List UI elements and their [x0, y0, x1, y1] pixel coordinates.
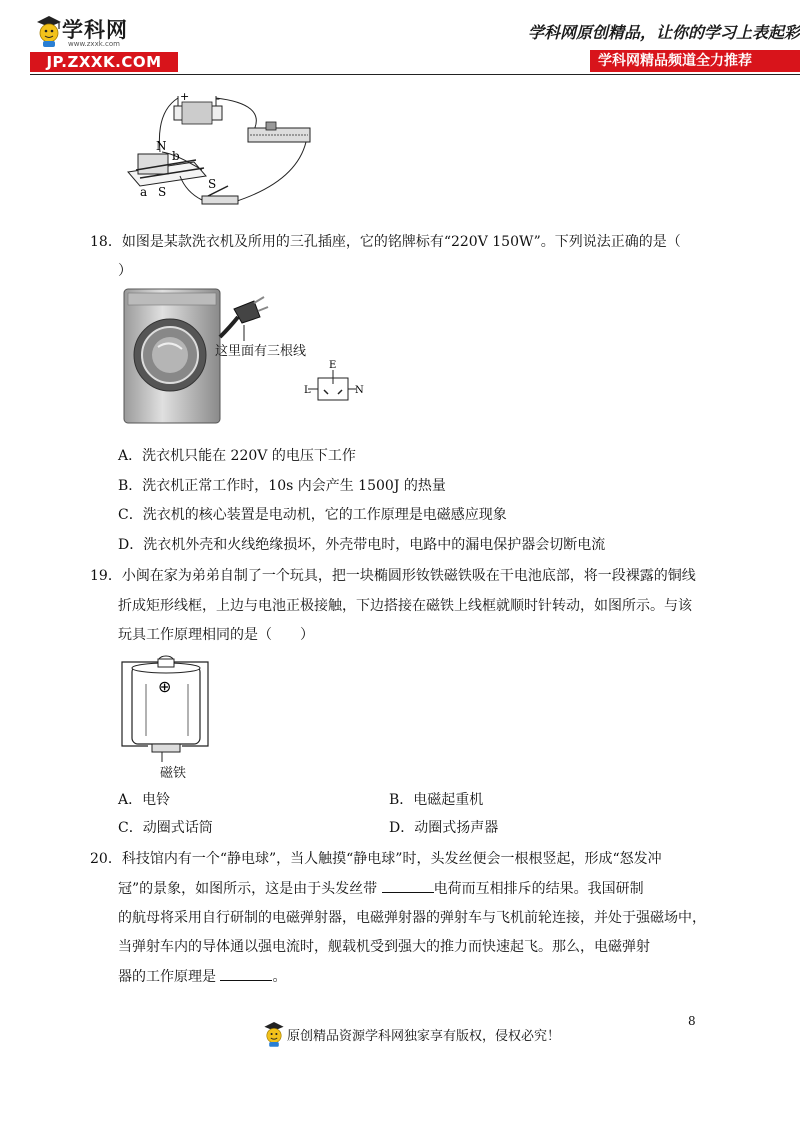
q19-option-d: D．动圈式扬声器 [389, 820, 499, 836]
q19-option-c: C．动圈式话筒 [118, 820, 213, 836]
footer-copyright: 原创精品资源学科网独家享有版权，侵权必究！ [287, 1029, 561, 1044]
socket-l-label: L [304, 385, 311, 396]
logo-mascot-icon [34, 14, 64, 48]
q18-option-d: D．洗衣机外壳和火线绝缘损坏，外壳带电时，电路中的漏电保护器会切断电流 [118, 537, 606, 553]
q20-line5-a: 器的工作原理是 [118, 969, 221, 985]
q17-s-pole-label: S [158, 185, 167, 199]
q18-option-c: C．洗衣机的核心装置是电动机，它的工作原理是电磁感应现象 [118, 507, 507, 523]
q18-text-line2: ） [118, 263, 132, 279]
q19-magnet-caption: 磁铁 [160, 766, 187, 781]
q19-option-b: B．电磁起重机 [389, 792, 484, 808]
channel-banner: 学科网精品频道全力推荐 [590, 50, 800, 72]
q20-blank-1[interactable] [382, 878, 434, 893]
q20-line2-a: 冠”的景象，如图所示，这是由于头发丝带 [118, 881, 382, 897]
q17-n-label: N [156, 139, 167, 153]
q17-switch-label: S [208, 177, 217, 191]
logo-banner: JP.ZXXK.COM [30, 52, 178, 72]
q17-minus-label: - [216, 92, 220, 105]
q20-text-line5 [118, 963, 286, 991]
q19-text-line3: 玩具工作原理相同的是（ ） [118, 627, 314, 643]
battery-plus-icon: ⊕ [158, 677, 172, 696]
q20-text-line1: 20．科技馆内有一个“静电球”，当人触摸“静电球”时，头发丝便会一根根竖起，形成“怒发冲 [90, 851, 662, 867]
socket-n-label: N [355, 385, 364, 396]
logo-text: 学科网 [62, 18, 128, 42]
q19-text-line1: 19．小闽在家为弟弟自制了一个玩具，把一块椭圆形钕铁磁铁吸在干电池底部，将一段裸露的铜线 [90, 568, 696, 584]
q17-b-label: b [172, 149, 180, 163]
q17-a-label: a [140, 185, 148, 199]
q18-option-a: A．洗衣机只能在 220V 的电压下工作 [118, 448, 356, 464]
q18-cable-caption: 这里面有三根线 [215, 344, 307, 359]
q20-text-line4: 当弹射车内的导体通以强电流时，舰载机受到强大的推力而快速起飞。那么，电磁弹射 [118, 939, 650, 955]
q18-option-b: B．洗衣机正常工作时，10s 内会产生 1500J 的热量 [118, 478, 446, 494]
footer-mascot-icon [262, 1020, 286, 1048]
q17-plus-label: + [180, 92, 190, 103]
q19-option-a: A．电铃 [118, 792, 171, 808]
socket-e-label: E [329, 360, 337, 371]
q18-socket-figure [304, 358, 364, 408]
header-slogan: 学科网原创精品，让你的学习上表起彩 [528, 23, 800, 42]
q20-text-line2 [118, 875, 644, 903]
header-divider [30, 74, 800, 75]
q20-line2-b: 电荷而互相排斥的结果。我国研制 [433, 881, 644, 897]
q19-text-line2: 折成矩形线框，上边与电池正极接触，下边搭接在磁铁上线框就顺时针转动，如图所示。与该 [118, 598, 692, 614]
page-number: 8 [688, 1014, 696, 1028]
logo-url-small: www.zxxk.com [68, 40, 120, 48]
q20-text-line3: 的航母将采用自行研制的电磁弹射器，电磁弹射器的弹射车与飞机前轮连接，并处于强磁场中， [118, 910, 706, 926]
q17-circuit-figure [116, 92, 316, 217]
q20-line5-b: 。 [272, 969, 287, 985]
q18-text-line1: 18．如图是某款洗衣机及所用的三孔插座，它的铭牌标有“220V 150W”。下列说法正确的是（ [90, 234, 681, 250]
q20-blank-2[interactable] [220, 966, 272, 981]
